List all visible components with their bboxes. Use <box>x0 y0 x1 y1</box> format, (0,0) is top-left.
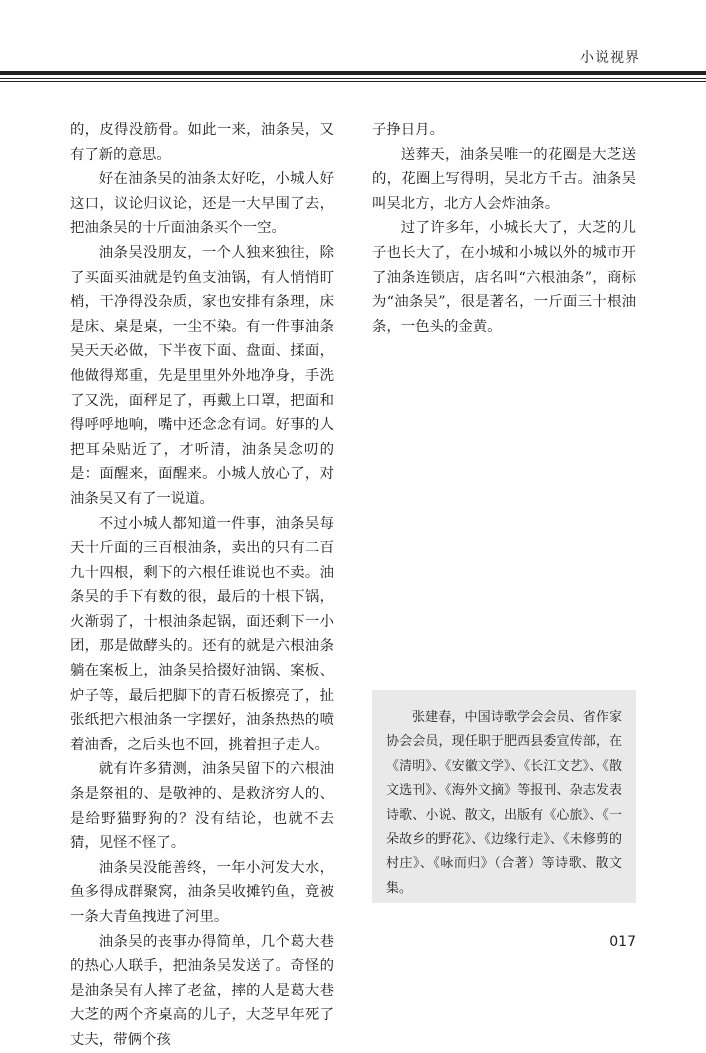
header-rule-thick <box>0 71 706 75</box>
paragraph: 不过小城人都知道一件事，油条吴每天十斤面的三百根油条，卖出的只有二百九十四根，剩下的六根任谁说也不卖。油条吴的手下有数的很，最后的十根下锅，火渐弱了，十根油条起锅，面还剩下一小团，那是做酵头的。还有的就是六根油条躺在案板上，油条吴拾掇好油锅、案板、炉子等，最后把脚下的青石板擦亮了，扯张纸把六根油条一字摆好，油条热热的喷着油香，之后头也不回，挑着担子走人。 <box>70 515 334 753</box>
author-bio-box <box>372 690 636 903</box>
left-column <box>70 118 334 1053</box>
paragraph: 送葬天，油条吴唯一的花圈是大芝送的，花圈上写得明，吴北方千古。油条吴叫吴北方，北方人会炸油条。 <box>372 146 636 212</box>
paragraph: 油条吴没朋友，一个人独来独往，除了买面买油就是钓鱼支油锅，有人悄悄盯梢，干净得没杂质，家也安排有条理，床是床、桌是桌，一尘不染。有一件事油条吴天天必做，下半夜下面、盘面、揉面，他做得郑重，先是里里外外地净身，手洗了又洗，面秤足了，再戴上口罩，把面和得呼呼地响，嘴中还念念有词。好事的人把耳朵贴近了，才听清，油条吴念叨的是：面醒来，面醒来。小城人放心了，对油条吴又有了一说道。 <box>70 244 334 507</box>
right-column <box>372 118 636 339</box>
paragraph: 就有许多猜测，油条吴留下的六根油条是祭祖的、是敬神的、是救济穷人的、是给野猫野狗的？没有结论，也就不去猜，见怪不怪了。 <box>70 761 334 852</box>
header-rule-thin <box>0 78 706 79</box>
section-label: 小说视界 <box>580 50 640 66</box>
header-rule-thin <box>0 81 706 82</box>
paragraph: 好在油条吴的油条太好吃，小城人好这口，议论归议论，还是一大早围了去，把油条吴的十斤面油条买个一空。 <box>70 171 334 237</box>
page-number: 017 <box>609 934 636 950</box>
paragraph: 子挣日月。 <box>372 122 444 138</box>
author-bio-text: 张建春，中国诗歌学会会员、省作家协会会员，现任职于肥西县委宣传部，在《清明》、《安徽文学》、《长江文艺》、《散文选刊》、《海外文摘》等报刊、杂志发表诗歌、小说、散文，出版有《心旅》、《一朵故乡的野花》、《边缘行走》、《未修剪的村庄》、《咏而归》（合著）等诗歌、散文集。 <box>386 710 622 896</box>
paragraph: 油条吴的丧事办得简单，几个葛大巷的热心人联手，把油条吴发送了。奇怪的是油条吴有人摔了老盆，摔的人是葛大巷大芝的两个齐桌高的儿子，大芝早年死了丈夫，带俩个孩 <box>70 933 334 1048</box>
paragraph: 过了许多年，小城长大了，大芝的儿子也长大了，在小城和小城以外的城市开了油条连锁店，店名叫“六根油条”，商标为“油条吴”，很是著名，一斤面三十根油条，一色头的金黄。 <box>372 220 636 335</box>
paragraph: 的，皮得没筋骨。如此一来，油条吴，又有了新的意思。 <box>70 122 334 163</box>
paragraph: 油条吴没能善终，一年小河发大水，鱼多得成群聚窝，油条吴收摊钓鱼，竟被一条大青鱼拽进了河里。 <box>70 859 334 925</box>
